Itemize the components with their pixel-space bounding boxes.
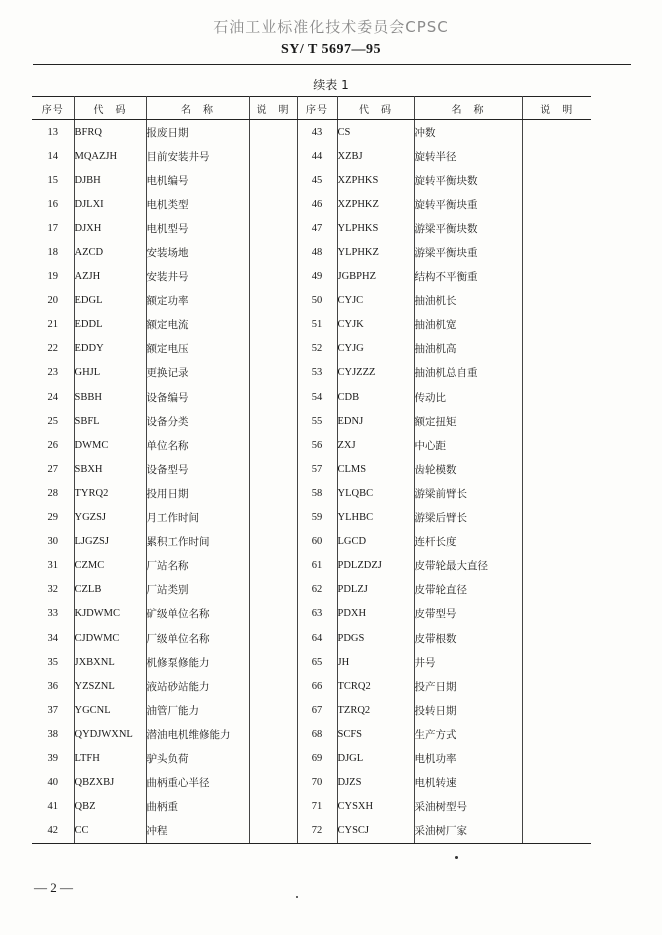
table-row: [32, 144, 591, 168]
row-number-right: 55: [297, 409, 337, 433]
row-desc-left: [249, 361, 297, 385]
row-desc-right: [522, 409, 591, 433]
row-code-left: AZJH: [74, 265, 146, 289]
row-number-left: 14: [32, 144, 74, 168]
table-row: [32, 240, 591, 264]
row-name-left: 厂站类别: [146, 578, 249, 602]
row-code-right: YLHBC: [337, 506, 414, 530]
row-code-right: DJZS: [337, 771, 414, 795]
row-desc-right: [522, 602, 591, 626]
header-name-left: 名 称: [146, 97, 249, 120]
row-desc-right: [522, 289, 591, 313]
row-code-left: SBFL: [74, 409, 146, 433]
row-desc-left: [249, 771, 297, 795]
row-code-right: CYJK: [337, 313, 414, 337]
row-desc-left: [249, 385, 297, 409]
row-code-left: CJDWMC: [74, 626, 146, 650]
row-number-left: 38: [32, 722, 74, 746]
row-number-right: 65: [297, 650, 337, 674]
table-row: [32, 626, 591, 650]
row-desc-right: [522, 457, 591, 481]
row-desc-left: [249, 554, 297, 578]
row-name-left: 液站砂站能力: [146, 674, 249, 698]
table-row: [32, 313, 591, 337]
row-name-right: 投产日期: [414, 674, 522, 698]
row-code-left: MQAZJH: [74, 144, 146, 168]
row-desc-left: [249, 433, 297, 457]
row-number-right: 48: [297, 240, 337, 264]
row-code-right: TCRQ2: [337, 674, 414, 698]
row-number-right: 44: [297, 144, 337, 168]
row-code-right: EDNJ: [337, 409, 414, 433]
row-code-left: DJLXI: [74, 192, 146, 216]
row-name-left: 累积工作时间: [146, 530, 249, 554]
row-name-right: 皮带根数: [414, 626, 522, 650]
row-code-right: PDXH: [337, 602, 414, 626]
row-desc-right: [522, 144, 591, 168]
row-name-left: 更换记录: [146, 361, 249, 385]
row-code-right: CYSXH: [337, 795, 414, 819]
row-code-left: KJDWMC: [74, 602, 146, 626]
row-number-right: 47: [297, 216, 337, 240]
table-row: [32, 771, 591, 795]
row-name-right: 皮带轮直径: [414, 578, 522, 602]
row-name-left: 电机类型: [146, 192, 249, 216]
row-number-right: 68: [297, 722, 337, 746]
row-desc-right: [522, 674, 591, 698]
row-desc-left: [249, 457, 297, 481]
row-code-left: YGZSJ: [74, 506, 146, 530]
row-code-right: CYJZZZ: [337, 361, 414, 385]
row-number-right: 57: [297, 457, 337, 481]
row-name-left: 设备分类: [146, 409, 249, 433]
row-number-right: 45: [297, 168, 337, 192]
row-code-right: SCFS: [337, 722, 414, 746]
header-name-right: 名 称: [414, 97, 522, 120]
row-name-right: 皮带型号: [414, 602, 522, 626]
row-desc-left: [249, 216, 297, 240]
row-name-right: 投转日期: [414, 698, 522, 722]
row-name-left: 投用日期: [146, 481, 249, 505]
row-number-left: 21: [32, 313, 74, 337]
row-desc-right: [522, 265, 591, 289]
row-code-left: DJXH: [74, 216, 146, 240]
row-number-right: 54: [297, 385, 337, 409]
row-number-left: 19: [32, 265, 74, 289]
row-desc-left: [249, 795, 297, 819]
row-code-left: LJGZSJ: [74, 530, 146, 554]
row-desc-right: [522, 771, 591, 795]
row-name-left: 电机编号: [146, 168, 249, 192]
header-code-left: 代 码: [74, 97, 146, 120]
row-desc-right: [522, 578, 591, 602]
row-desc-right: [522, 530, 591, 554]
row-name-right: 电机转速: [414, 771, 522, 795]
row-name-left: 曲柄重心半径: [146, 771, 249, 795]
table-row: [32, 506, 591, 530]
table-row: [32, 819, 591, 844]
row-code-right: XZPHKZ: [337, 192, 414, 216]
row-name-left: 设备型号: [146, 457, 249, 481]
row-name-left: 驴头负荷: [146, 746, 249, 770]
row-desc-right: [522, 650, 591, 674]
row-number-right: 64: [297, 626, 337, 650]
row-name-right: 井号: [414, 650, 522, 674]
row-desc-left: [249, 674, 297, 698]
row-number-left: 15: [32, 168, 74, 192]
row-number-left: 28: [32, 481, 74, 505]
row-number-left: 17: [32, 216, 74, 240]
row-number-left: 35: [32, 650, 74, 674]
row-name-left: 曲柄重: [146, 795, 249, 819]
row-desc-right: [522, 433, 591, 457]
row-code-right: CS: [337, 120, 414, 145]
row-desc-left: [249, 650, 297, 674]
row-desc-left: [249, 819, 297, 844]
table-row: [32, 337, 591, 361]
row-desc-left: [249, 144, 297, 168]
table-row: [32, 289, 591, 313]
table-body: [32, 120, 591, 844]
row-desc-left: [249, 192, 297, 216]
row-code-left: DWMC: [74, 433, 146, 457]
table-row: [32, 578, 591, 602]
row-number-right: 67: [297, 698, 337, 722]
table-row: [32, 602, 591, 626]
row-desc-right: [522, 361, 591, 385]
row-code-left: AZCD: [74, 240, 146, 264]
row-name-left: 油管厂能力: [146, 698, 249, 722]
row-number-right: 58: [297, 481, 337, 505]
row-desc-right: [522, 337, 591, 361]
row-desc-right: [522, 554, 591, 578]
row-name-left: 安装井号: [146, 265, 249, 289]
row-number-left: 26: [32, 433, 74, 457]
row-code-right: CYJG: [337, 337, 414, 361]
row-name-right: 生产方式: [414, 722, 522, 746]
page-number: — 2 —: [34, 880, 73, 895]
header-desc-left: 说 明: [249, 97, 297, 120]
header-desc-right: 说 明: [522, 97, 591, 120]
row-desc-right: [522, 722, 591, 746]
row-code-left: YGCNL: [74, 698, 146, 722]
row-code-left: YZSZNL: [74, 674, 146, 698]
row-code-right: DJGL: [337, 746, 414, 770]
row-desc-left: [249, 313, 297, 337]
row-desc-left: [249, 506, 297, 530]
row-name-left: 潜油电机维修能力: [146, 722, 249, 746]
row-desc-right: [522, 795, 591, 819]
row-desc-right: [522, 481, 591, 505]
row-name-right: 旋转平衡块重: [414, 192, 522, 216]
row-name-right: 游梁后臂长: [414, 506, 522, 530]
row-number-left: 33: [32, 602, 74, 626]
row-number-right: 72: [297, 819, 337, 844]
row-code-left: EDDY: [74, 337, 146, 361]
row-name-right: 采油树厂家: [414, 819, 522, 844]
row-desc-right: [522, 698, 591, 722]
row-code-right: LGCD: [337, 530, 414, 554]
row-desc-left: [249, 722, 297, 746]
row-desc-right: [522, 168, 591, 192]
row-desc-left: [249, 578, 297, 602]
header-code-right: 代 码: [337, 97, 414, 120]
row-code-left: SBXH: [74, 457, 146, 481]
row-number-right: 50: [297, 289, 337, 313]
watermark: 石油工业标准化技术委员会CPSC: [213, 18, 449, 36]
row-name-right: 齿轮模数: [414, 457, 522, 481]
row-code-right: YLPHKZ: [337, 240, 414, 264]
row-desc-right: [522, 216, 591, 240]
table-row: [32, 192, 591, 216]
row-desc-left: [249, 481, 297, 505]
table-row: [32, 361, 591, 385]
row-name-right: 游梁平衡块重: [414, 240, 522, 264]
row-number-left: 37: [32, 698, 74, 722]
standard-code: SY/ T 5697—95: [280, 42, 382, 57]
row-code-left: DJBH: [74, 168, 146, 192]
row-desc-right: [522, 192, 591, 216]
row-number-right: 60: [297, 530, 337, 554]
table-row: [32, 481, 591, 505]
row-desc-left: [249, 530, 297, 554]
table-row: [32, 265, 591, 289]
row-desc-right: [522, 626, 591, 650]
row-name-left: 额定功率: [146, 289, 249, 313]
table-header-row: [32, 97, 591, 120]
row-name-right: 抽油机宽: [414, 313, 522, 337]
row-desc-right: [522, 746, 591, 770]
row-name-left: 厂站名称: [146, 554, 249, 578]
row-number-right: 46: [297, 192, 337, 216]
row-code-right: PDLZDZJ: [337, 554, 414, 578]
table-row: [32, 457, 591, 481]
row-code-right: JGBPHZ: [337, 265, 414, 289]
row-name-left: 额定电流: [146, 313, 249, 337]
row-number-left: 40: [32, 771, 74, 795]
row-desc-right: [522, 506, 591, 530]
row-code-left: QYDJWXNL: [74, 722, 146, 746]
row-number-left: 23: [32, 361, 74, 385]
row-desc-right: [522, 313, 591, 337]
row-name-right: 冲数: [414, 120, 522, 145]
row-code-right: TZRQ2: [337, 698, 414, 722]
row-name-right: 抽油机长: [414, 289, 522, 313]
row-number-right: 69: [297, 746, 337, 770]
row-code-right: PDLZJ: [337, 578, 414, 602]
code-table: [32, 96, 591, 844]
row-desc-left: [249, 337, 297, 361]
table-row: [32, 530, 591, 554]
row-number-left: 39: [32, 746, 74, 770]
row-number-left: 16: [32, 192, 74, 216]
row-code-left: BFRQ: [74, 120, 146, 145]
row-desc-left: [249, 626, 297, 650]
row-code-left: CZMC: [74, 554, 146, 578]
row-number-left: 30: [32, 530, 74, 554]
row-desc-left: [249, 265, 297, 289]
row-desc-right: [522, 240, 591, 264]
row-name-right: 中心距: [414, 433, 522, 457]
row-code-left: CC: [74, 819, 146, 844]
row-code-left: LTFH: [74, 746, 146, 770]
row-number-right: 59: [297, 506, 337, 530]
row-name-right: 采油树型号: [414, 795, 522, 819]
row-code-right: YLPHKS: [337, 216, 414, 240]
row-name-right: 额定扭矩: [414, 409, 522, 433]
row-number-right: 49: [297, 265, 337, 289]
row-number-left: 24: [32, 385, 74, 409]
row-number-right: 51: [297, 313, 337, 337]
row-desc-left: [249, 120, 297, 145]
row-code-left: CZLB: [74, 578, 146, 602]
row-code-right: XZBJ: [337, 144, 414, 168]
row-name-left: 冲程: [146, 819, 249, 844]
row-number-left: 13: [32, 120, 74, 145]
row-code-right: JH: [337, 650, 414, 674]
row-code-right: PDGS: [337, 626, 414, 650]
row-number-right: 43: [297, 120, 337, 145]
row-number-left: 27: [32, 457, 74, 481]
row-number-left: 34: [32, 626, 74, 650]
table-row: [32, 554, 591, 578]
row-desc-left: [249, 168, 297, 192]
table-row: [32, 650, 591, 674]
row-code-right: CLMS: [337, 457, 414, 481]
row-name-left: 电机型号: [146, 216, 249, 240]
table-row: [32, 216, 591, 240]
table-row: [32, 746, 591, 770]
row-name-right: 旋转平衡块数: [414, 168, 522, 192]
row-code-right: CDB: [337, 385, 414, 409]
row-code-left: QBZ: [74, 795, 146, 819]
row-name-left: 厂级单位名称: [146, 626, 249, 650]
row-name-right: 皮带轮最大直径: [414, 554, 522, 578]
row-name-left: 机修泵修能力: [146, 650, 249, 674]
scan-speck: [455, 856, 458, 859]
row-name-right: 电机功率: [414, 746, 522, 770]
row-number-right: 53: [297, 361, 337, 385]
row-number-right: 70: [297, 771, 337, 795]
row-number-left: 36: [32, 674, 74, 698]
table-row: [32, 698, 591, 722]
table-row: [32, 722, 591, 746]
row-number-right: 56: [297, 433, 337, 457]
row-name-right: 抽油机高: [414, 337, 522, 361]
row-code-left: EDGL: [74, 289, 146, 313]
row-number-right: 63: [297, 602, 337, 626]
row-number-left: 22: [32, 337, 74, 361]
row-number-right: 71: [297, 795, 337, 819]
row-name-right: 游梁前臂长: [414, 481, 522, 505]
row-number-right: 66: [297, 674, 337, 698]
row-desc-left: [249, 602, 297, 626]
header-rule: [33, 64, 631, 65]
row-number-left: 42: [32, 819, 74, 844]
row-name-right: 结构不平衡重: [414, 265, 522, 289]
row-desc-left: [249, 698, 297, 722]
row-name-left: 月工作时间: [146, 506, 249, 530]
row-code-left: SBBH: [74, 385, 146, 409]
row-code-right: CYJC: [337, 289, 414, 313]
row-number-left: 18: [32, 240, 74, 264]
row-name-left: 矿级单位名称: [146, 602, 249, 626]
row-number-left: 20: [32, 289, 74, 313]
table-row: [32, 168, 591, 192]
row-number-right: 52: [297, 337, 337, 361]
row-number-right: 61: [297, 554, 337, 578]
row-desc-right: [522, 385, 591, 409]
row-code-left: QBZXBJ: [74, 771, 146, 795]
row-desc-right: [522, 819, 591, 844]
row-code-left: EDDL: [74, 313, 146, 337]
row-name-left: 设备编号: [146, 385, 249, 409]
table-row: [32, 385, 591, 409]
row-code-right: CYSCJ: [337, 819, 414, 844]
row-name-left: 安装场地: [146, 240, 249, 264]
row-code-right: YLQBC: [337, 481, 414, 505]
row-number-left: 41: [32, 795, 74, 819]
row-number-right: 62: [297, 578, 337, 602]
row-desc-left: [249, 746, 297, 770]
header-no-left: 序号: [32, 97, 74, 120]
row-code-right: XZPHKS: [337, 168, 414, 192]
table-row: [32, 120, 591, 145]
row-code-left: GHJL: [74, 361, 146, 385]
table-row: [32, 674, 591, 698]
row-name-right: 传动比: [414, 385, 522, 409]
row-name-right: 抽油机总自重: [414, 361, 522, 385]
row-name-left: 单位名称: [146, 433, 249, 457]
scan-speck: [296, 896, 298, 898]
row-number-left: 25: [32, 409, 74, 433]
row-desc-right: [522, 120, 591, 145]
row-name-left: 报废日期: [146, 120, 249, 145]
table-row: [32, 409, 591, 433]
row-name-right: 连杆长度: [414, 530, 522, 554]
row-code-left: JXBXNL: [74, 650, 146, 674]
row-name-right: 旋转半径: [414, 144, 522, 168]
table-row: [32, 433, 591, 457]
row-desc-left: [249, 240, 297, 264]
row-name-left: 额定电压: [146, 337, 249, 361]
row-name-right: 游梁平衡块数: [414, 216, 522, 240]
row-desc-left: [249, 289, 297, 313]
table-row: [32, 795, 591, 819]
row-name-left: 目前安装井号: [146, 144, 249, 168]
row-number-left: 31: [32, 554, 74, 578]
row-code-left: TYRQ2: [74, 481, 146, 505]
row-desc-left: [249, 409, 297, 433]
table-caption: 续表 1: [313, 78, 349, 92]
row-number-left: 32: [32, 578, 74, 602]
row-number-left: 29: [32, 506, 74, 530]
header-no-right: 序号: [297, 97, 337, 120]
row-code-right: ZXJ: [337, 433, 414, 457]
